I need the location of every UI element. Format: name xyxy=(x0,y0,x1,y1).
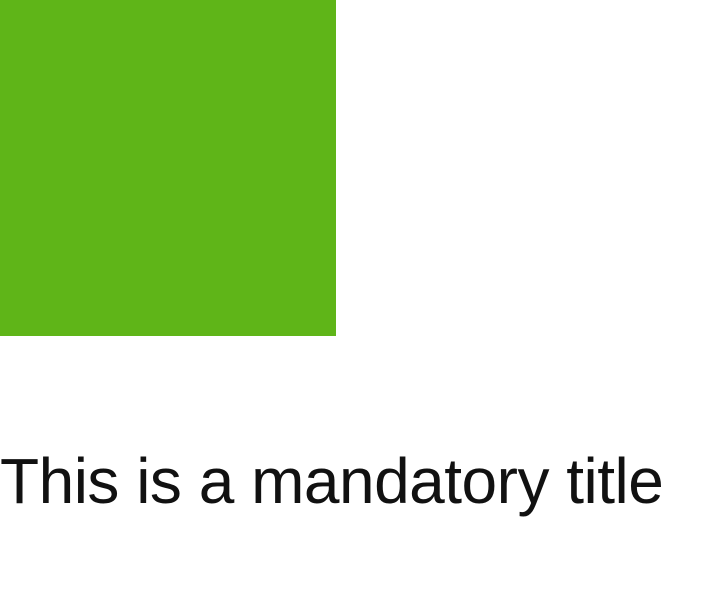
green-square xyxy=(0,0,336,336)
page-title: This is a mandatory title xyxy=(0,445,664,517)
